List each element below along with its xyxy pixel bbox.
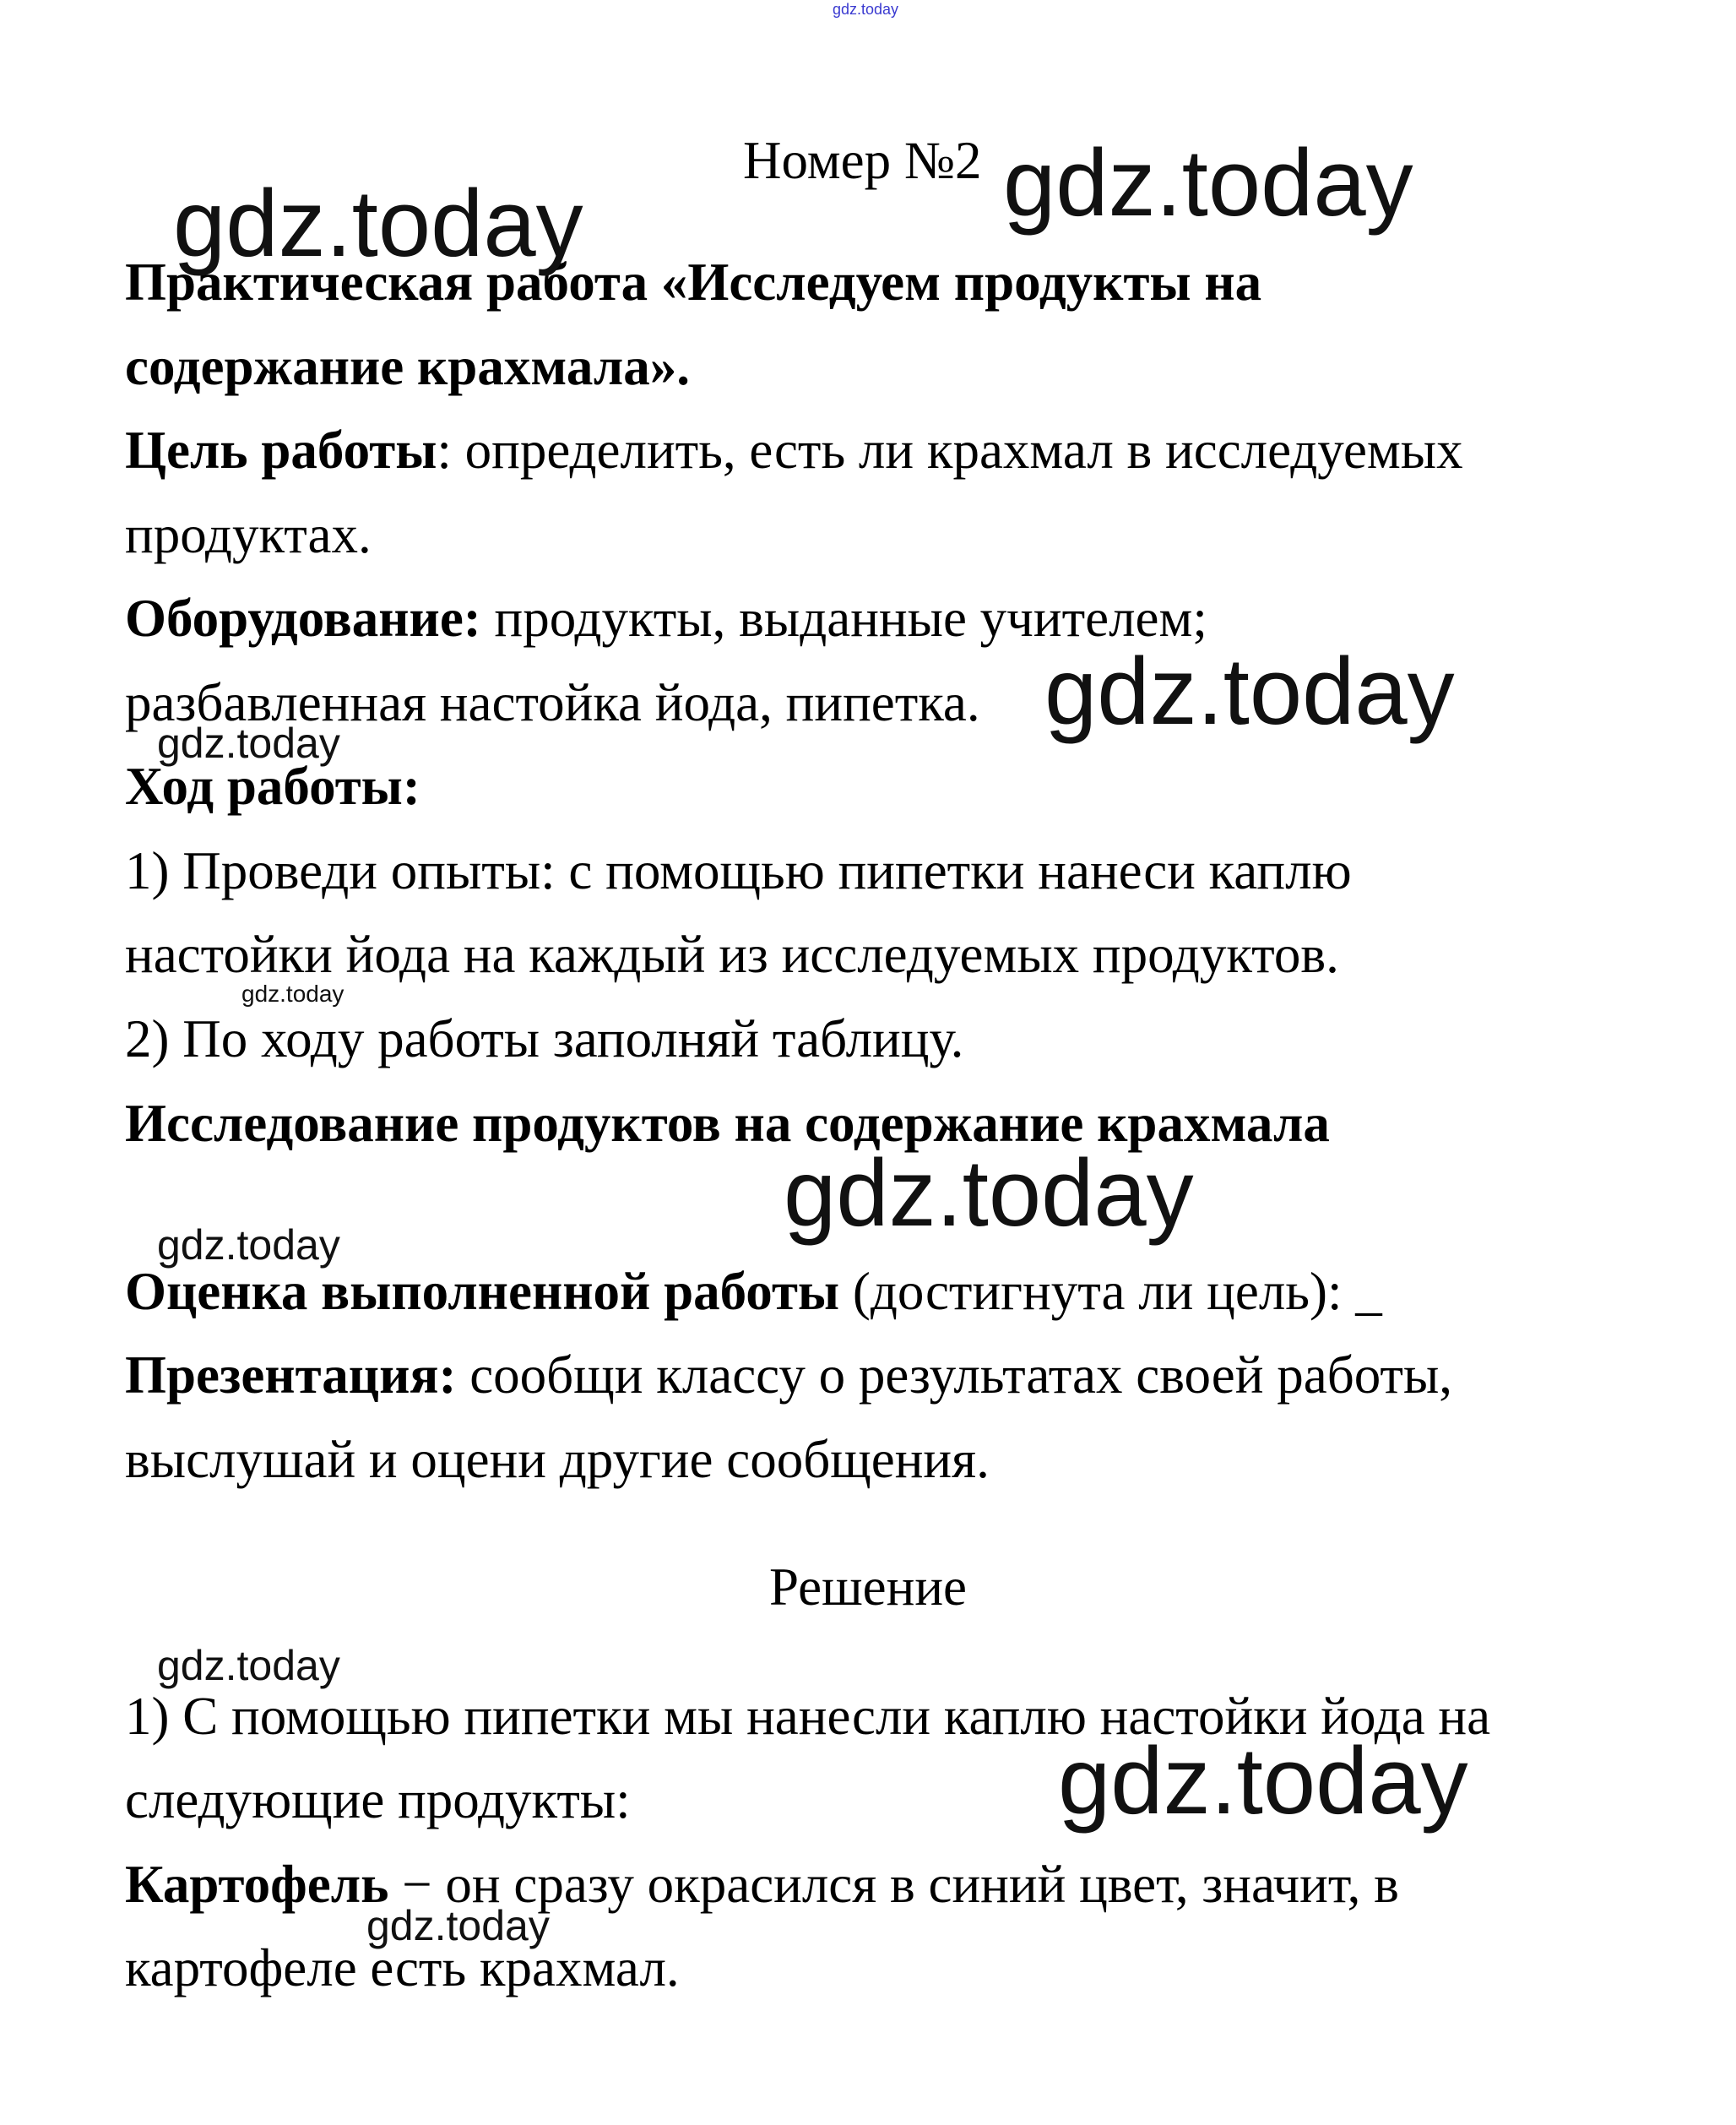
watermark: gdz.today (157, 1642, 340, 1689)
solution-p1-line-1: 1) С помощью пипетки мы нанесли каплю настойки йода на (125, 1687, 1491, 1746)
task-title-line-1: Практическая работа «Исследуем продукты на (125, 253, 1262, 312)
watermark: gdz.today (1003, 130, 1413, 236)
task-title-line-2: содержание крахмала». (125, 337, 690, 396)
equipment-line-2: разбавленная настойка йода, пипетка. (125, 673, 980, 732)
solution-p1-line-2: следующие продукты: (125, 1770, 631, 1829)
number-title: Номер №2 (743, 131, 982, 190)
presentation-line-1 (125, 1333, 1452, 1417)
potato-line-1 (125, 1842, 1399, 1927)
watermark: gdz.today (833, 1, 899, 18)
watermark: gdz.today (1044, 639, 1455, 744)
watermark: gdz.today (1058, 1728, 1468, 1834)
watermark: gdz.today (157, 720, 340, 767)
presentation-line-2: выслушай и оцени другие сообщения. (125, 1430, 990, 1489)
goal-line-2: продуктах. (125, 505, 372, 564)
goal-line-1 (125, 408, 1463, 492)
potato-label: Картофель (125, 1855, 389, 1914)
table-title: Исследование продуктов на содержание крахмала (125, 1094, 1330, 1153)
watermark: gdz.today (241, 981, 344, 1007)
watermark: gdz.today (173, 171, 583, 276)
step-2: 2) По ходу работы заполняй таблицу. (125, 1009, 964, 1068)
procedure-label: Ход работы: (125, 757, 420, 816)
solution-heading: Решение (768, 1557, 968, 1617)
goal-text: : определить, есть ли крахмал в исследуемых (437, 421, 1463, 480)
watermark: gdz.today (157, 1221, 340, 1269)
presentation-label: Презентация: (125, 1345, 457, 1405)
evaluation-text: (достигнута ли цель): _ (839, 1262, 1382, 1321)
watermark: gdz.today (784, 1140, 1194, 1246)
evaluation-label: Оценка выполненной работы (125, 1262, 840, 1321)
step-1-line-1: 1) Проведи опыты: с помощью пипетки нанеси каплю (125, 841, 1352, 900)
presentation-text: сообщи классу о результатах своей работы, (456, 1345, 1453, 1405)
potato-text: − он сразу окрасился в синий цвет, значит, в (388, 1855, 1399, 1914)
potato-line-2: картофеле есть крахмал. (125, 1938, 680, 1997)
equipment-text: продукты, выданные учителем; (480, 589, 1207, 648)
watermark: gdz.today (366, 1902, 550, 1949)
goal-label: Цель работы (125, 421, 437, 480)
step-1-line-2: настойки йода на каждый из исследуемых продуктов. (125, 925, 1339, 984)
equipment-label: Оборудование: (125, 589, 481, 648)
